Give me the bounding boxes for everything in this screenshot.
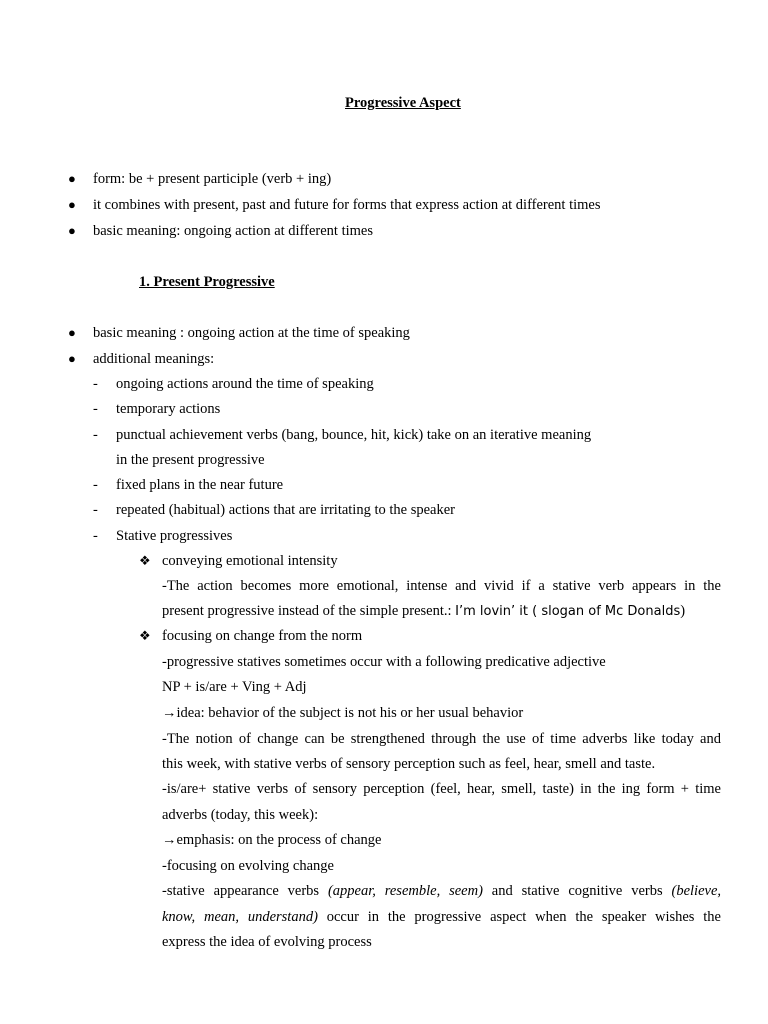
- dash-marker: -: [93, 376, 98, 392]
- paragraph-text: present progressive instead of the simple present.:: [162, 603, 456, 619]
- arrow-icon: →: [162, 832, 177, 848]
- italic-examples: (appear, resemble, seem): [327, 883, 483, 899]
- bullet-icon: ●: [68, 197, 76, 212]
- section-bullet-1: basic meaning : ongoing action at the time of speaking: [93, 325, 410, 341]
- dash-marker: -: [93, 502, 98, 518]
- intro-bullet-3: basic meaning: ongoing action at different times: [93, 223, 373, 239]
- dash-item-continuation: in the present progressive: [116, 452, 265, 468]
- paragraph-line: -progressive statives sometimes occur with a following predicative adjective: [162, 654, 606, 670]
- paragraph-text: idea: behavior of the subject is not his or her usual behavior: [176, 705, 524, 721]
- slogan-text: I’m lovin’ it ( slogan of Mc Donalds: [455, 604, 681, 619]
- dash-marker: -: [93, 401, 98, 417]
- dash-marker: -: [93, 528, 98, 544]
- dash-item: ongoing actions around the time of speaking: [116, 376, 374, 392]
- diamond-bullet-icon: ❖: [139, 553, 151, 568]
- paragraph-line: [162, 882, 721, 900]
- paragraph-text: occur in the progressive aspect when the speaker wishes the: [317, 909, 721, 925]
- paragraph-line: express the idea of evolving process: [162, 934, 372, 950]
- paragraph-line: adverbs (today, this week):: [162, 807, 319, 823]
- page-title: Progressive Aspect: [345, 95, 461, 111]
- paragraph-line: this week, with stative verbs of sensory perception such as feel, hear, smell and taste.: [162, 756, 656, 772]
- bullet-icon: ●: [68, 223, 76, 238]
- dash-item: Stative progressives: [116, 528, 233, 544]
- paragraph-line: NP + is/are + Ving + Adj: [162, 679, 307, 695]
- paragraph-line: [162, 831, 381, 849]
- dash-item: punctual achievement verbs (bang, bounce, hit, kick) take on an iterative meaning: [116, 427, 592, 443]
- paragraph-line: [162, 908, 721, 926]
- paragraph-line: -The action becomes more emotional, intense and vivid if a stative verb appears in the: [162, 578, 721, 594]
- paragraph-text: ): [680, 603, 686, 619]
- section-heading: 1. Present Progressive: [139, 274, 275, 290]
- intro-bullet-2: it combines with present, past and future for forms that express action at different times: [93, 197, 601, 213]
- paragraph-line: -is/are+ stative verbs of sensory perception (feel, hear, smell, taste) in the ing form + time: [162, 781, 721, 797]
- dash-item: fixed plans in the near future: [116, 477, 284, 493]
- bullet-icon: ●: [68, 325, 76, 340]
- italic-examples: (believe,: [671, 883, 722, 899]
- paragraph-line: [162, 704, 523, 722]
- dash-marker: -: [93, 427, 98, 443]
- bullet-icon: ●: [68, 351, 76, 366]
- dash-item: temporary actions: [116, 401, 221, 417]
- diamond-bullet-icon: ❖: [139, 628, 151, 643]
- dash-item: repeated (habitual) actions that are irritating to the speaker: [116, 502, 455, 518]
- paragraph-line: -focusing on evolving change: [162, 858, 334, 874]
- paragraph-text: and stative cognitive verbs: [482, 883, 672, 899]
- arrow-icon: →: [162, 705, 177, 721]
- intro-bullet-1: form: be + present participle (verb + ing): [93, 171, 332, 187]
- dash-marker: -: [93, 477, 98, 493]
- bullet-icon: ●: [68, 171, 76, 186]
- sub-heading: conveying emotional intensity: [162, 553, 338, 569]
- sub-heading: focusing on change from the norm: [162, 628, 363, 644]
- section-bullet-2: additional meanings:: [93, 351, 215, 367]
- paragraph-line: -The notion of change can be strengthened through the use of time adverbs like today and: [162, 731, 721, 747]
- italic-examples: know, mean, understand): [162, 909, 318, 925]
- paragraph-text: emphasis: on the process of change: [176, 832, 382, 848]
- paragraph-line: [162, 602, 685, 621]
- paragraph-text: -stative appearance verbs: [162, 883, 328, 899]
